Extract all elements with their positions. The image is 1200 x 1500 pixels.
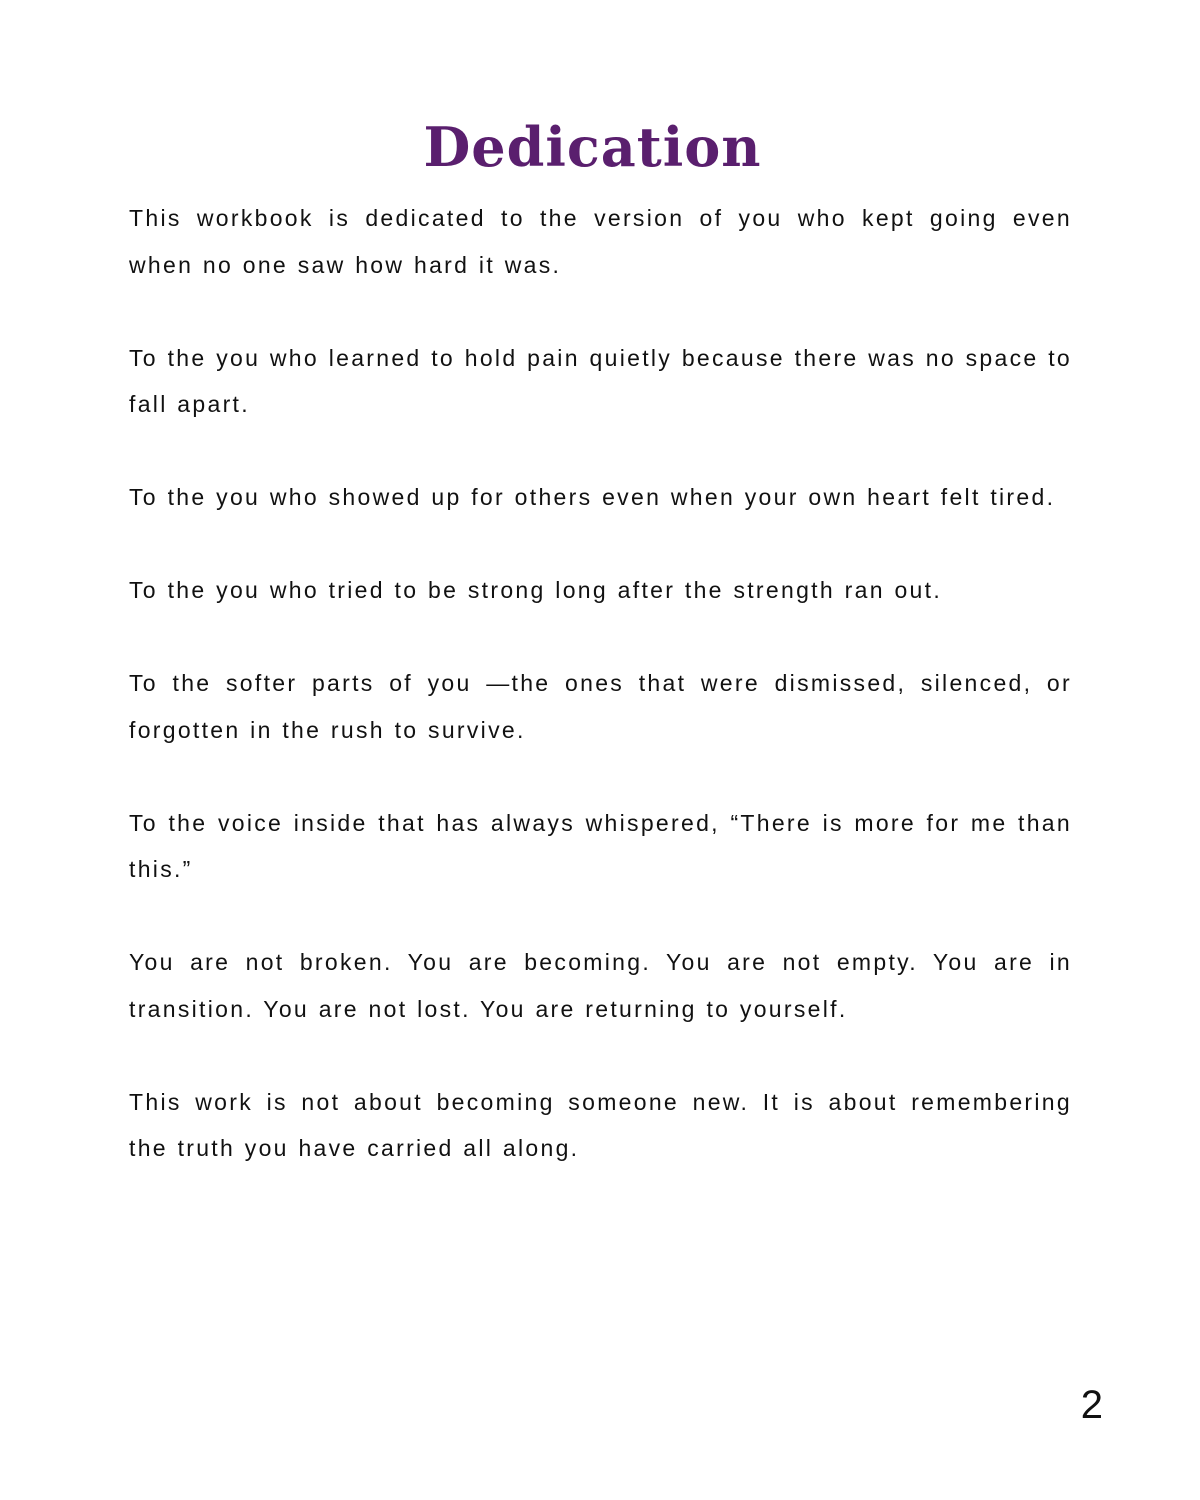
paragraph-8: This work is not about becoming someone new. It is about remembering the truth you have carried all along. [129, 1088, 1072, 1161]
paragraph-4: To the you who tried to be strong long after the strength ran out. [129, 577, 943, 603]
paragraph-1: This workbook is dedicated to the version of you who kept going even when no one saw how hard it was. [129, 205, 1072, 278]
paragraph-6: To the voice inside that has always whispered, “There is more for me than this.” [129, 809, 1072, 882]
paragraph-3: To the you who showed up for others even when your own heart felt tired. [129, 484, 1056, 510]
dedication-body [129, 195, 1072, 1218]
paragraph-2: To the you who learned to hold pain quietly because there was no space to fall apart. [129, 344, 1072, 417]
paragraph-7: You are not broken. You are becoming. You are not empty. You are in transition. You are not lost. You are returning to yourself. [129, 949, 1072, 1022]
paragraph-5: To the softer parts of you —the ones that were dismissed, silenced, or forgotten in the rush to survive. [129, 670, 1072, 743]
page-number: 2 [1080, 1383, 1103, 1427]
page-title: Dedication [423, 115, 762, 179]
